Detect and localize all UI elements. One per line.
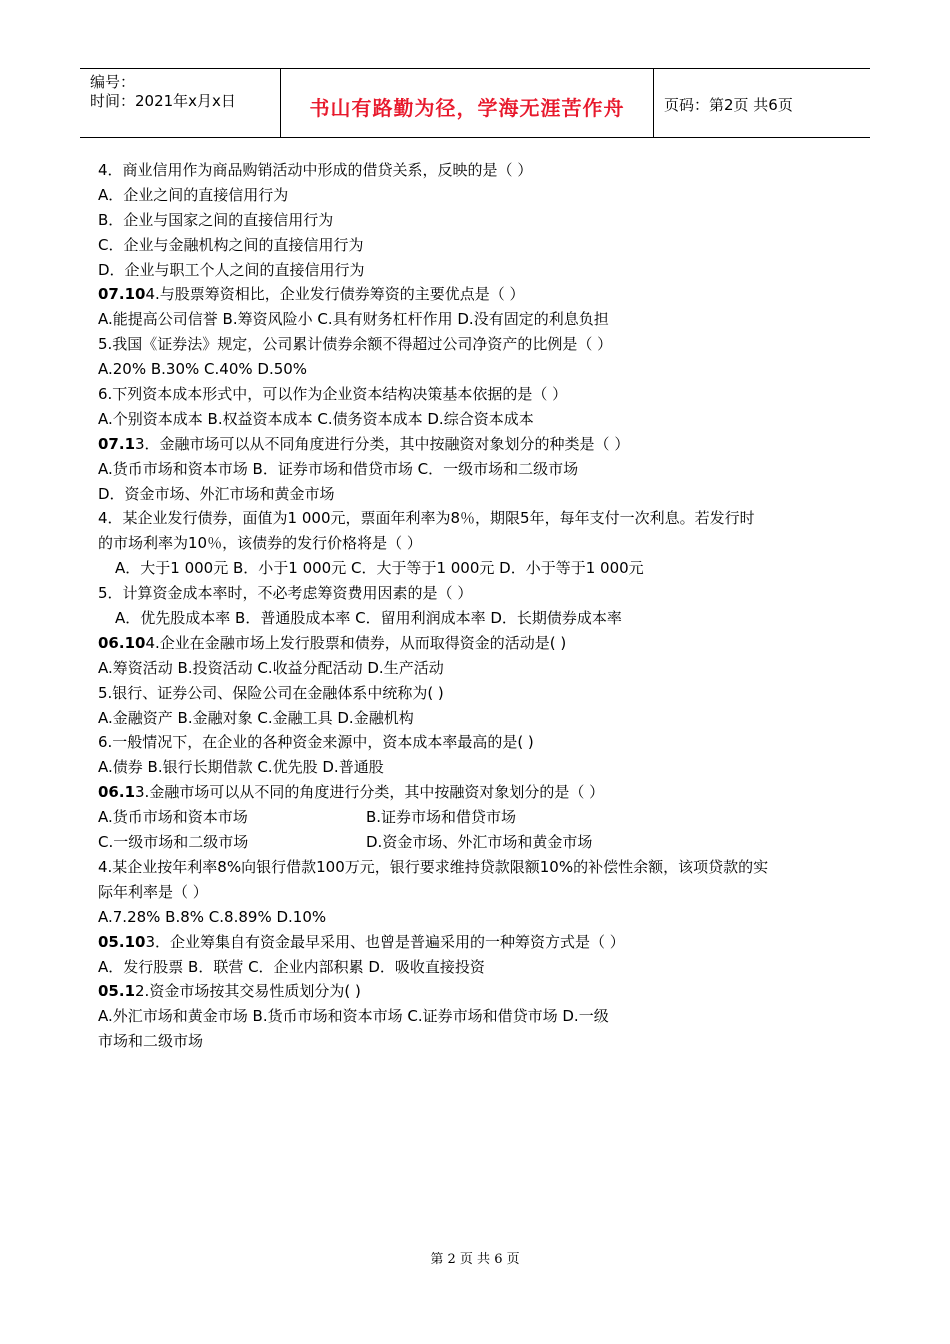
line-text: A.货币市场和资本市场 B．证券市场和借贷市场 C．一级市场和二级市场 — [98, 459, 579, 478]
text-line — [98, 183, 858, 208]
text-line — [98, 830, 858, 855]
line-text: 6.下列资本成本形式中，可以作为企业资本结构决策基本依据的是（ ） — [98, 385, 568, 404]
time-label: 时间：2021年x月x日 — [90, 92, 236, 110]
line-text: A.能提高公司信誉 B.筹资风险小 C.具有财务杠杆作用 D.没有固定的利息负担 — [98, 310, 609, 329]
text-line — [98, 631, 858, 656]
text-line — [98, 407, 858, 432]
line-text: A．大于1 000元 B．小于1 000元 C．大于等于1 000元 D．小于等于1 000元 — [115, 559, 644, 578]
line-text: 的市场利率为10％，该债券的发行价格将是（ ） — [98, 534, 422, 553]
text-line — [98, 880, 858, 905]
text-line — [98, 1029, 858, 1054]
motto-text: 书山有路勤为径，学海无涯苦作舟 — [309, 96, 625, 120]
text-line — [98, 307, 858, 332]
line-text: C.一级市场和二级市场 — [98, 833, 249, 852]
exam-code: 05.10 — [98, 932, 146, 951]
line-text: 4.与股票筹资相比，企业发行债券筹资的主要优点是（ ） — [145, 285, 525, 304]
text-line — [98, 855, 858, 880]
text-line — [98, 755, 858, 780]
line-text: 4.企业在金融市场上发行股票和债券，从而取得资金的活动是( ) — [145, 633, 567, 652]
text-line — [98, 730, 858, 755]
text-line — [98, 233, 858, 258]
text-line — [98, 457, 858, 482]
header-motto-cell — [281, 69, 654, 137]
text-line — [98, 556, 858, 581]
line-text: A.7.28% B.8% C.8.89% D.10% — [98, 907, 327, 926]
line-text: 3．企业筹集自有资金最早采用、也曾是普遍采用的一种筹资方式是（ ） — [145, 932, 625, 951]
exam-code: 07.1 — [98, 434, 136, 453]
text-line — [98, 382, 858, 407]
line-text: A．企业之间的直接信用行为 — [98, 185, 289, 204]
document-header — [80, 68, 870, 138]
line-text: B．企业与国家之间的直接信用行为 — [98, 210, 334, 229]
line-text-col2: B.证券市场和借贷市场 — [366, 808, 517, 827]
question-list — [98, 158, 858, 1054]
text-line — [98, 531, 858, 556]
text-line — [98, 955, 858, 980]
line-text: C．企业与金融机构之间的直接信用行为 — [98, 235, 364, 254]
text-line — [98, 1004, 858, 1029]
line-text: 4.某企业按年利率8%向银行借款100万元，银行要求维持贷款限额10%的补偿性余额，该项贷款的实 — [98, 857, 769, 876]
line-text: 2.资金市场按其交易性质划分为( ) — [135, 982, 361, 1001]
text-line — [98, 706, 858, 731]
header-meta-cell — [80, 69, 281, 137]
line-text: A．发行股票 B．联营 C．企业内部积累 D．吸收直接投资 — [98, 957, 485, 976]
line-text: A.金融资产 B.金融对象 C.金融工具 D.金融机构 — [98, 708, 414, 727]
page-footer: 第 2 页 共 6 页 — [430, 1252, 520, 1267]
exam-code: 05.1 — [98, 982, 136, 1001]
line-text: 5.我国《证券法》规定，公司累计债券余额不得超过公司净资产的比例是（ ） — [98, 335, 613, 354]
line-text: A.个别资本成本 B.权益资本成本 C.债务资本成本 D.综合资本成本 — [98, 409, 534, 428]
text-line — [98, 979, 858, 1004]
exam-code: 06.10 — [98, 633, 146, 652]
text-line — [98, 506, 858, 531]
line-text: A．优先股成本率 B．普通股成本率 C．留用利润成本率 D．长期债券成本率 — [115, 609, 622, 628]
line-text: 3.金融市场可以从不同的角度进行分类，其中按融资对象划分的是（ ） — [135, 783, 605, 802]
line-text: A.20% B.30% C.40% D.50% — [98, 360, 308, 379]
text-line — [98, 780, 858, 805]
line-text: D．资金市场、外汇市场和黄金市场 — [98, 484, 335, 503]
line-text: A.筹资活动 B.投资活动 C.收益分配活动 D.生产活动 — [98, 658, 444, 677]
exam-code: 06.1 — [98, 783, 136, 802]
text-line — [98, 258, 858, 283]
exam-code: 07.10 — [98, 285, 146, 304]
text-line — [98, 432, 858, 457]
line-text: 市场和二级市场 — [98, 1032, 204, 1051]
text-line — [98, 332, 858, 357]
line-text: 4．商业信用作为商品购销活动中形成的借贷关系，反映的是（ ） — [98, 161, 533, 179]
line-text: 3．金融市场可以从不同角度进行分类，其中按融资对象划分的种类是（ ） — [135, 434, 630, 453]
text-line — [98, 905, 858, 930]
line-text: D．企业与职工个人之间的直接信用行为 — [98, 260, 365, 279]
page-info: 页码：第2页 共6页 — [664, 96, 793, 114]
text-line — [98, 208, 858, 233]
header-page-cell — [654, 69, 870, 137]
text-line — [98, 581, 858, 606]
line-text: 5.银行、证券公司、保险公司在金融体系中统称为( ) — [98, 683, 444, 702]
text-line — [98, 158, 858, 183]
text-line — [98, 656, 858, 681]
text-line — [98, 357, 858, 382]
text-line — [98, 482, 858, 507]
line-text: A.债券 B.银行长期借款 C.优先股 D.普通股 — [98, 758, 384, 777]
text-line — [98, 606, 858, 631]
line-text: 际年利率是（ ） — [98, 882, 208, 901]
line-text: 5．计算资金成本率时，不必考虑筹资费用因素的是（ ） — [98, 584, 473, 603]
line-text: 4．某企业发行债券，面值为1 000元，票面年利率为8％，期限5年，每年支付一次利息。若发行时 — [98, 509, 755, 528]
text-line — [98, 805, 858, 830]
number-label: 编号： — [90, 73, 136, 91]
line-text: A.外汇市场和黄金市场 B.货币市场和资本市场 C.证券市场和借贷市场 D.一级 — [98, 1007, 609, 1026]
line-text: 6.一般情况下，在企业的各种资金来源中，资本成本率最高的是( ) — [98, 733, 534, 752]
line-text-col2: D.资金市场、外汇市场和黄金市场 — [366, 833, 593, 852]
text-line — [98, 681, 858, 706]
text-line — [98, 282, 858, 307]
text-line — [98, 930, 858, 955]
line-text: A.货币市场和资本市场 — [98, 808, 248, 827]
